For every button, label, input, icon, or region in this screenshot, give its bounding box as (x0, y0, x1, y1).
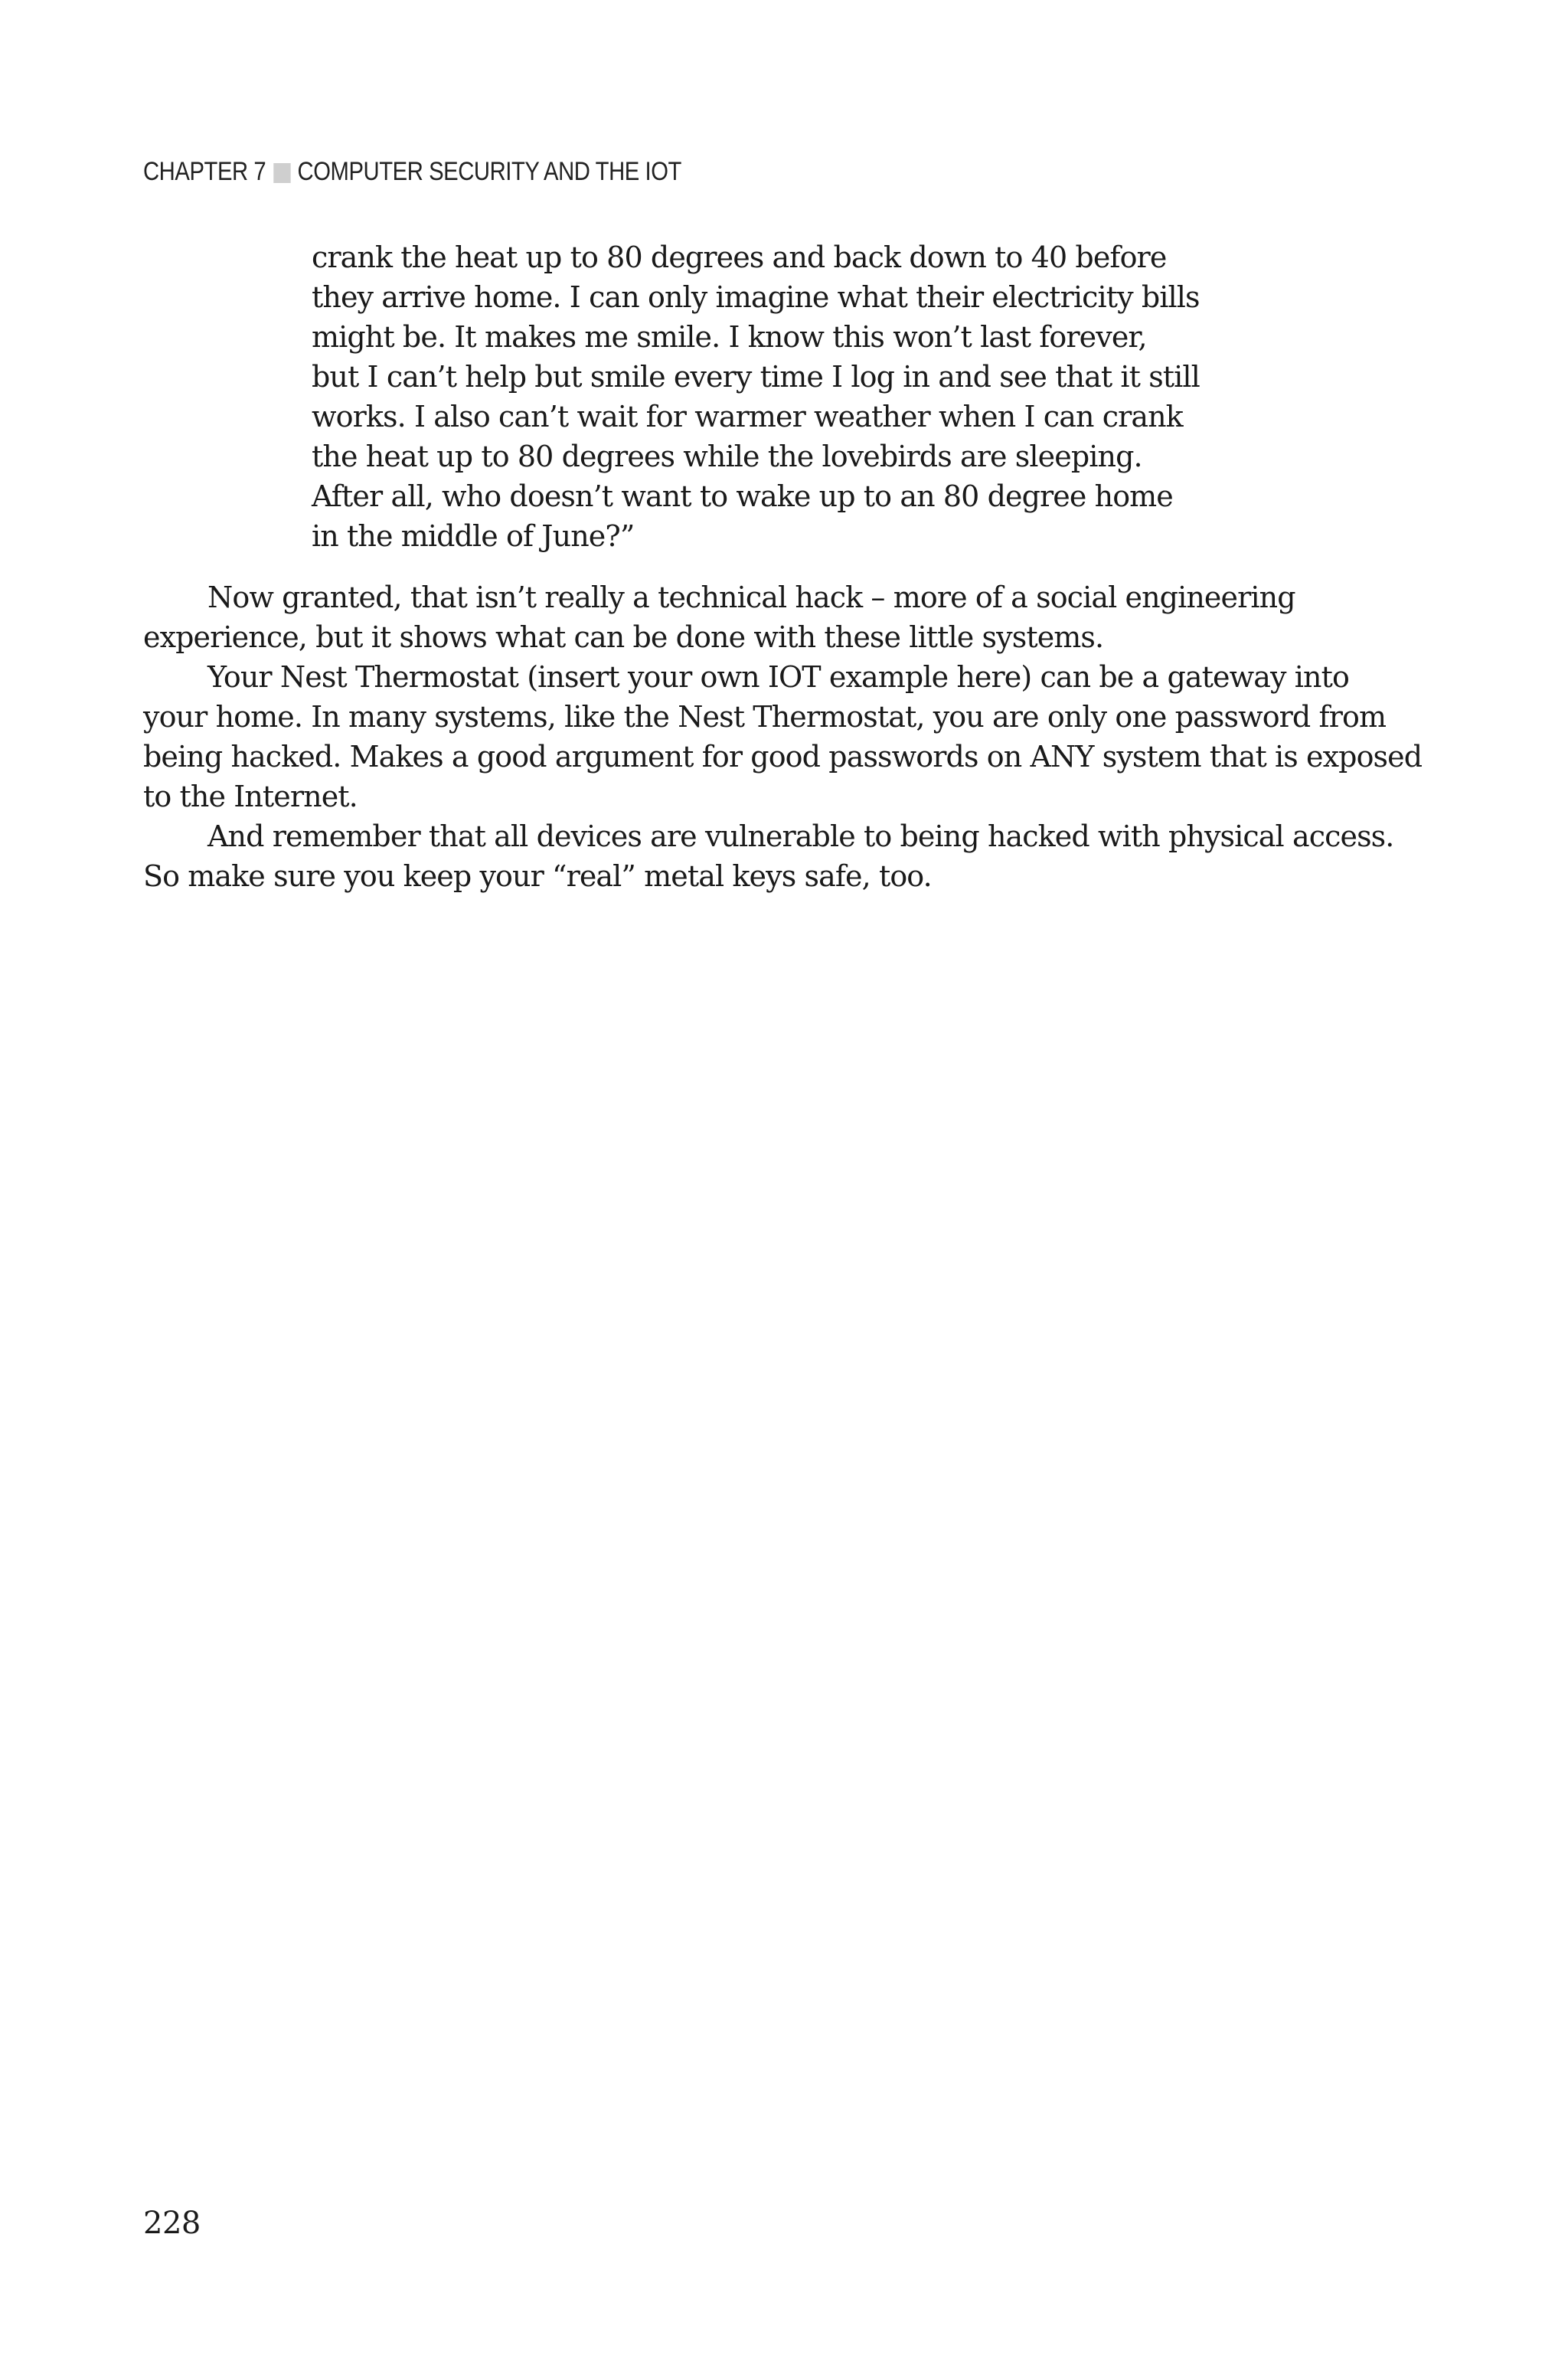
chapter-title: COMPUTER SECURITY AND THE IOT (297, 157, 681, 186)
paragraph-line: to the Internet. (143, 780, 358, 813)
paragraph-line: So make sure you keep your “real” metal keys safe, too. (143, 859, 932, 893)
paragraph-line: experience, but it shows what can be done with these little systems. (143, 620, 1104, 654)
quote-line: the heat up to 80 degrees while the lovebirds are sleeping. (312, 440, 1142, 473)
chapter-label: CHAPTER 7 (143, 157, 266, 186)
quote-line: they arrive home. I can only imagine what their electricity bills (312, 280, 1200, 314)
paragraph-line: And remember that all devices are vulnerable to being hacked with physical access. (207, 819, 1394, 853)
quote-line: might be. It makes me smile. I know this won’t last forever, (312, 320, 1147, 354)
body-text (143, 577, 1423, 896)
paragraph-line: your home. In many systems, like the Nest Thermostat, you are only one password from (143, 700, 1387, 734)
paragraph-line: Your Nest Thermostat (insert your own IOT example here) can be a gateway into (207, 660, 1349, 694)
quote-line: After all, who doesn’t want to wake up to an 80 degree home (312, 479, 1173, 513)
quote-line: in the middle of June?” (312, 519, 635, 553)
quote-line: crank the heat up to 80 degrees and back down to 40 before (312, 240, 1167, 274)
quote-line: but I can’t help but smile every time I log in and see that it still (312, 360, 1200, 394)
running-head (143, 157, 681, 187)
paragraph-line: Now granted, that isn’t really a technical hack – more of a social engineering (207, 581, 1295, 614)
block-quote (312, 237, 1230, 556)
paragraph-line: being hacked. Makes a good argument for good passwords on ANY system that is exposed (143, 740, 1423, 774)
paragraph (143, 577, 1406, 657)
paragraph (143, 816, 1406, 896)
paragraph (143, 657, 1423, 816)
page-number: 228 (143, 2206, 201, 2241)
quote-line: works. I also can’t wait for warmer weather when I can crank (312, 400, 1183, 433)
separator-square-icon (274, 163, 291, 183)
